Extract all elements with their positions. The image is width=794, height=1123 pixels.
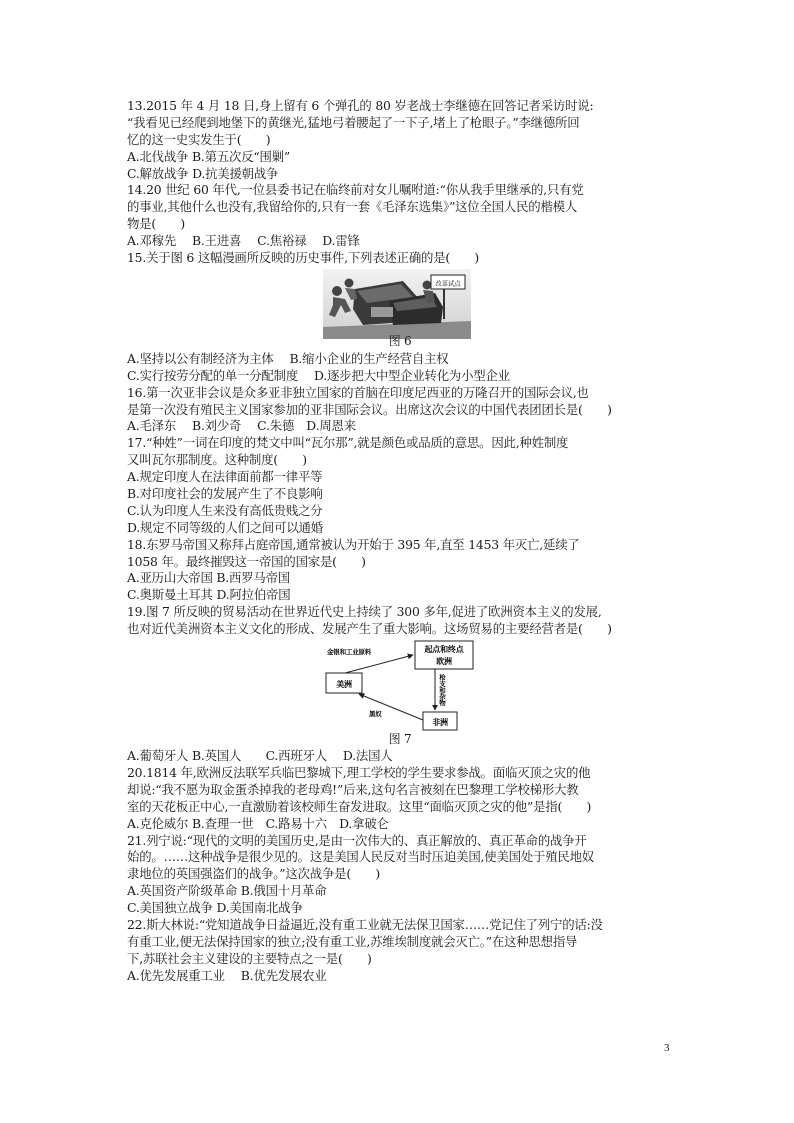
question-14-stem-line: 的事业,其他什么也没有,我留给你的,只有一套《毛泽东选集》”这位全国人民的楷模人 — [127, 199, 578, 215]
question-13-stem-line: 忆的这一史实发生于( ) — [127, 131, 271, 147]
question-17-stem-line: 17.“种姓”一词在印度的梵文中叫“瓦尔那”,就是颜色或品质的意思。因此,种姓制度 — [127, 435, 569, 451]
page-number: 3 — [664, 1042, 670, 1054]
edge-label-slaves: 黑奴 — [369, 710, 382, 719]
question-15-options: C.实行按劳分配的单一分配制度 D.逐步把大中型企业转化为小型企业 — [127, 367, 510, 383]
question-22-stem-line: 下,苏联社会主义建设的主要特点之一是( ) — [127, 950, 372, 966]
edge-label-guns-goods: 枪支和杂物 — [438, 674, 446, 706]
question-20-stem-line: 却说:“我不愿为取金蛋杀掉我的老母鸡!”后来,这句名言被刻在巴黎理工学校梯形大教 — [127, 781, 579, 797]
question-14-stem-line: 14.20 世纪 60 年代,一位县委书记在临终前对女儿嘱咐道:“你从我手里继承的,只有党 — [127, 182, 584, 198]
question-19-options: A.葡萄牙人 B.英国人 C.西班牙人 D.法国人 — [127, 748, 393, 764]
question-13-options: A.北伐战争 B.第五次反“围剿” — [127, 148, 291, 164]
question-20-stem-line: 室的天花板正中心,一直激励着该校师生奋发进取。这里“面临灭顶之灾的他”是指( ) — [127, 798, 592, 814]
question-21-options: A.英国资产阶级革命 B.俄国十月革命 — [127, 883, 327, 899]
question-21-stem-line: 隶地位的英国强盗们的战争。”这次战争是( ) — [127, 866, 381, 882]
question-18-stem-line: 18.东罗马帝国又称拜占庭帝国,通常被认为开始于 395 年,直至 1453 年灭亡,延续了 — [127, 536, 580, 552]
reform-pilot-sign-text: 改革试点 — [435, 279, 461, 288]
question-13 — [127, 98, 695, 182]
question-14-options: A.邓稼先 B.王进喜 C.焦裕禄 D.雷锋 — [127, 233, 360, 249]
question-14 — [127, 182, 695, 250]
question-13-stem-line: 13.2015 年 4 月 18 日,身上留有 6 个弹孔的 80 岁老战士李继德在回答记者采访时说: — [127, 98, 594, 113]
question-18-options: A.亚历山大帝国 B.西罗马帝国 — [127, 570, 290, 586]
question-17-option-d: D.规定不同等级的人们之间可以通婚 — [127, 519, 323, 535]
question-18 — [127, 537, 695, 605]
question-19 — [127, 604, 695, 765]
question-21 — [127, 833, 695, 917]
question-20-stem-line: 20.1814 年,欧洲反法联军兵临巴黎城下,理工学校的学生要求参战。面临灭顶之灾的他 — [127, 764, 591, 780]
america-to-europe-arrow — [345, 655, 413, 673]
question-17-stem-line: 又叫瓦尔那制度。这种制度( ) — [127, 452, 307, 468]
question-15-stem-line: 15.关于图 6 这幅漫画所反映的历史事件,下列表述正确的是( ) — [127, 250, 480, 266]
edge-label-raw-materials: 金银和工业原料 — [327, 648, 372, 657]
question-22 — [127, 917, 695, 985]
question-20-options: A.克伦威尔 B.查理一世 C.路易十六 D.拿破仑 — [127, 815, 389, 831]
question-13-options: C.解放战争 D.抗美援朝战争 — [127, 165, 279, 181]
question-16-stem-line: 16.第一次亚非会议是众多亚非独立国家的首脑在印度尼西亚的万隆召开的国际会议,也 — [127, 384, 589, 400]
question-18-stem-line: 1058 年。最终摧毁这一帝国的国家是( ) — [127, 553, 366, 569]
figure-7 — [127, 638, 695, 748]
reform-cartoon-image — [323, 269, 471, 339]
question-15 — [127, 250, 695, 385]
question-15-options: A.坚持以公有制经济为主体 B.缩小企业的生产经营自主权 — [127, 350, 449, 366]
europe-label-top: 起点和终点 — [424, 644, 464, 655]
europe-label: 欧洲 — [436, 656, 452, 667]
question-16-stem-line: 是第一次没有殖民主义国家参加的亚非国际会议。出席这次会议的中国代表团团长是( ) — [127, 401, 612, 417]
question-20 — [127, 765, 695, 833]
figure-6 — [127, 267, 695, 351]
question-22-options: A.优先发展重工业 B.优先发展农业 — [127, 967, 327, 983]
figure-7-caption: 图 7 — [388, 732, 412, 747]
figure-6-caption: 图 6 — [388, 333, 412, 348]
question-16 — [127, 385, 695, 436]
question-13-stem-line: “我看见已经爬到地堡下的黄继光,猛地弓着腰起了一下子,堵上了枪眼子。”李继德所回 — [127, 114, 580, 130]
america-label: 美洲 — [336, 679, 352, 690]
question-22-stem-line: 22.斯大林说:“党知道战争日益逼近,没有重工业就无法保卫国家……党记住了列宁的话:没 — [127, 916, 603, 932]
question-19-stem-line: 也对近代美洲资本主义文化的形成、发展产生了重大影响。这场贸易的主要经营者是( ) — [127, 621, 612, 637]
triangular-trade-diagram — [325, 640, 475, 732]
question-21-stem-line: 始的。……这种战争是很少见的。这是美国人民反对当时压迫美国,使美国处于殖民地奴 — [127, 849, 594, 865]
question-14-stem-line: 物是( ) — [127, 216, 186, 232]
question-18-options: C.奥斯曼土耳其 D.阿拉伯帝国 — [127, 587, 291, 603]
africa-label: 非洲 — [432, 717, 448, 728]
question-17-option-c: C.认为印度人生来没有高低贵贱之分 — [127, 502, 323, 518]
question-17 — [127, 435, 695, 536]
question-17-option-b: B.对印度社会的发展产生了不良影响 — [127, 486, 323, 502]
question-22-stem-line: 有重工业,便无法保持国家的独立;没有重工业,苏维埃制度就会灭亡。”在这种思想指导 — [127, 933, 578, 949]
question-list — [127, 98, 695, 985]
question-17-option-a: A.规定印度人在法律面前都一律平等 — [127, 469, 323, 485]
question-19-stem-line: 19.图 7 所反映的贸易活动在世界近代史上持续了 300 多年,促进了欧洲资本主义的发展, — [127, 604, 602, 620]
question-21-stem-line: 21.列宁说:“现代的文明的美国历史,是由一次伟大的、真正解放的、真正革命的战争开 — [127, 832, 587, 848]
question-21-options: C.美国独立战争 D.美国南北战争 — [127, 900, 303, 916]
question-16-options: A.毛泽东 B.刘少奇 C.朱德 D.周恩来 — [127, 418, 356, 434]
